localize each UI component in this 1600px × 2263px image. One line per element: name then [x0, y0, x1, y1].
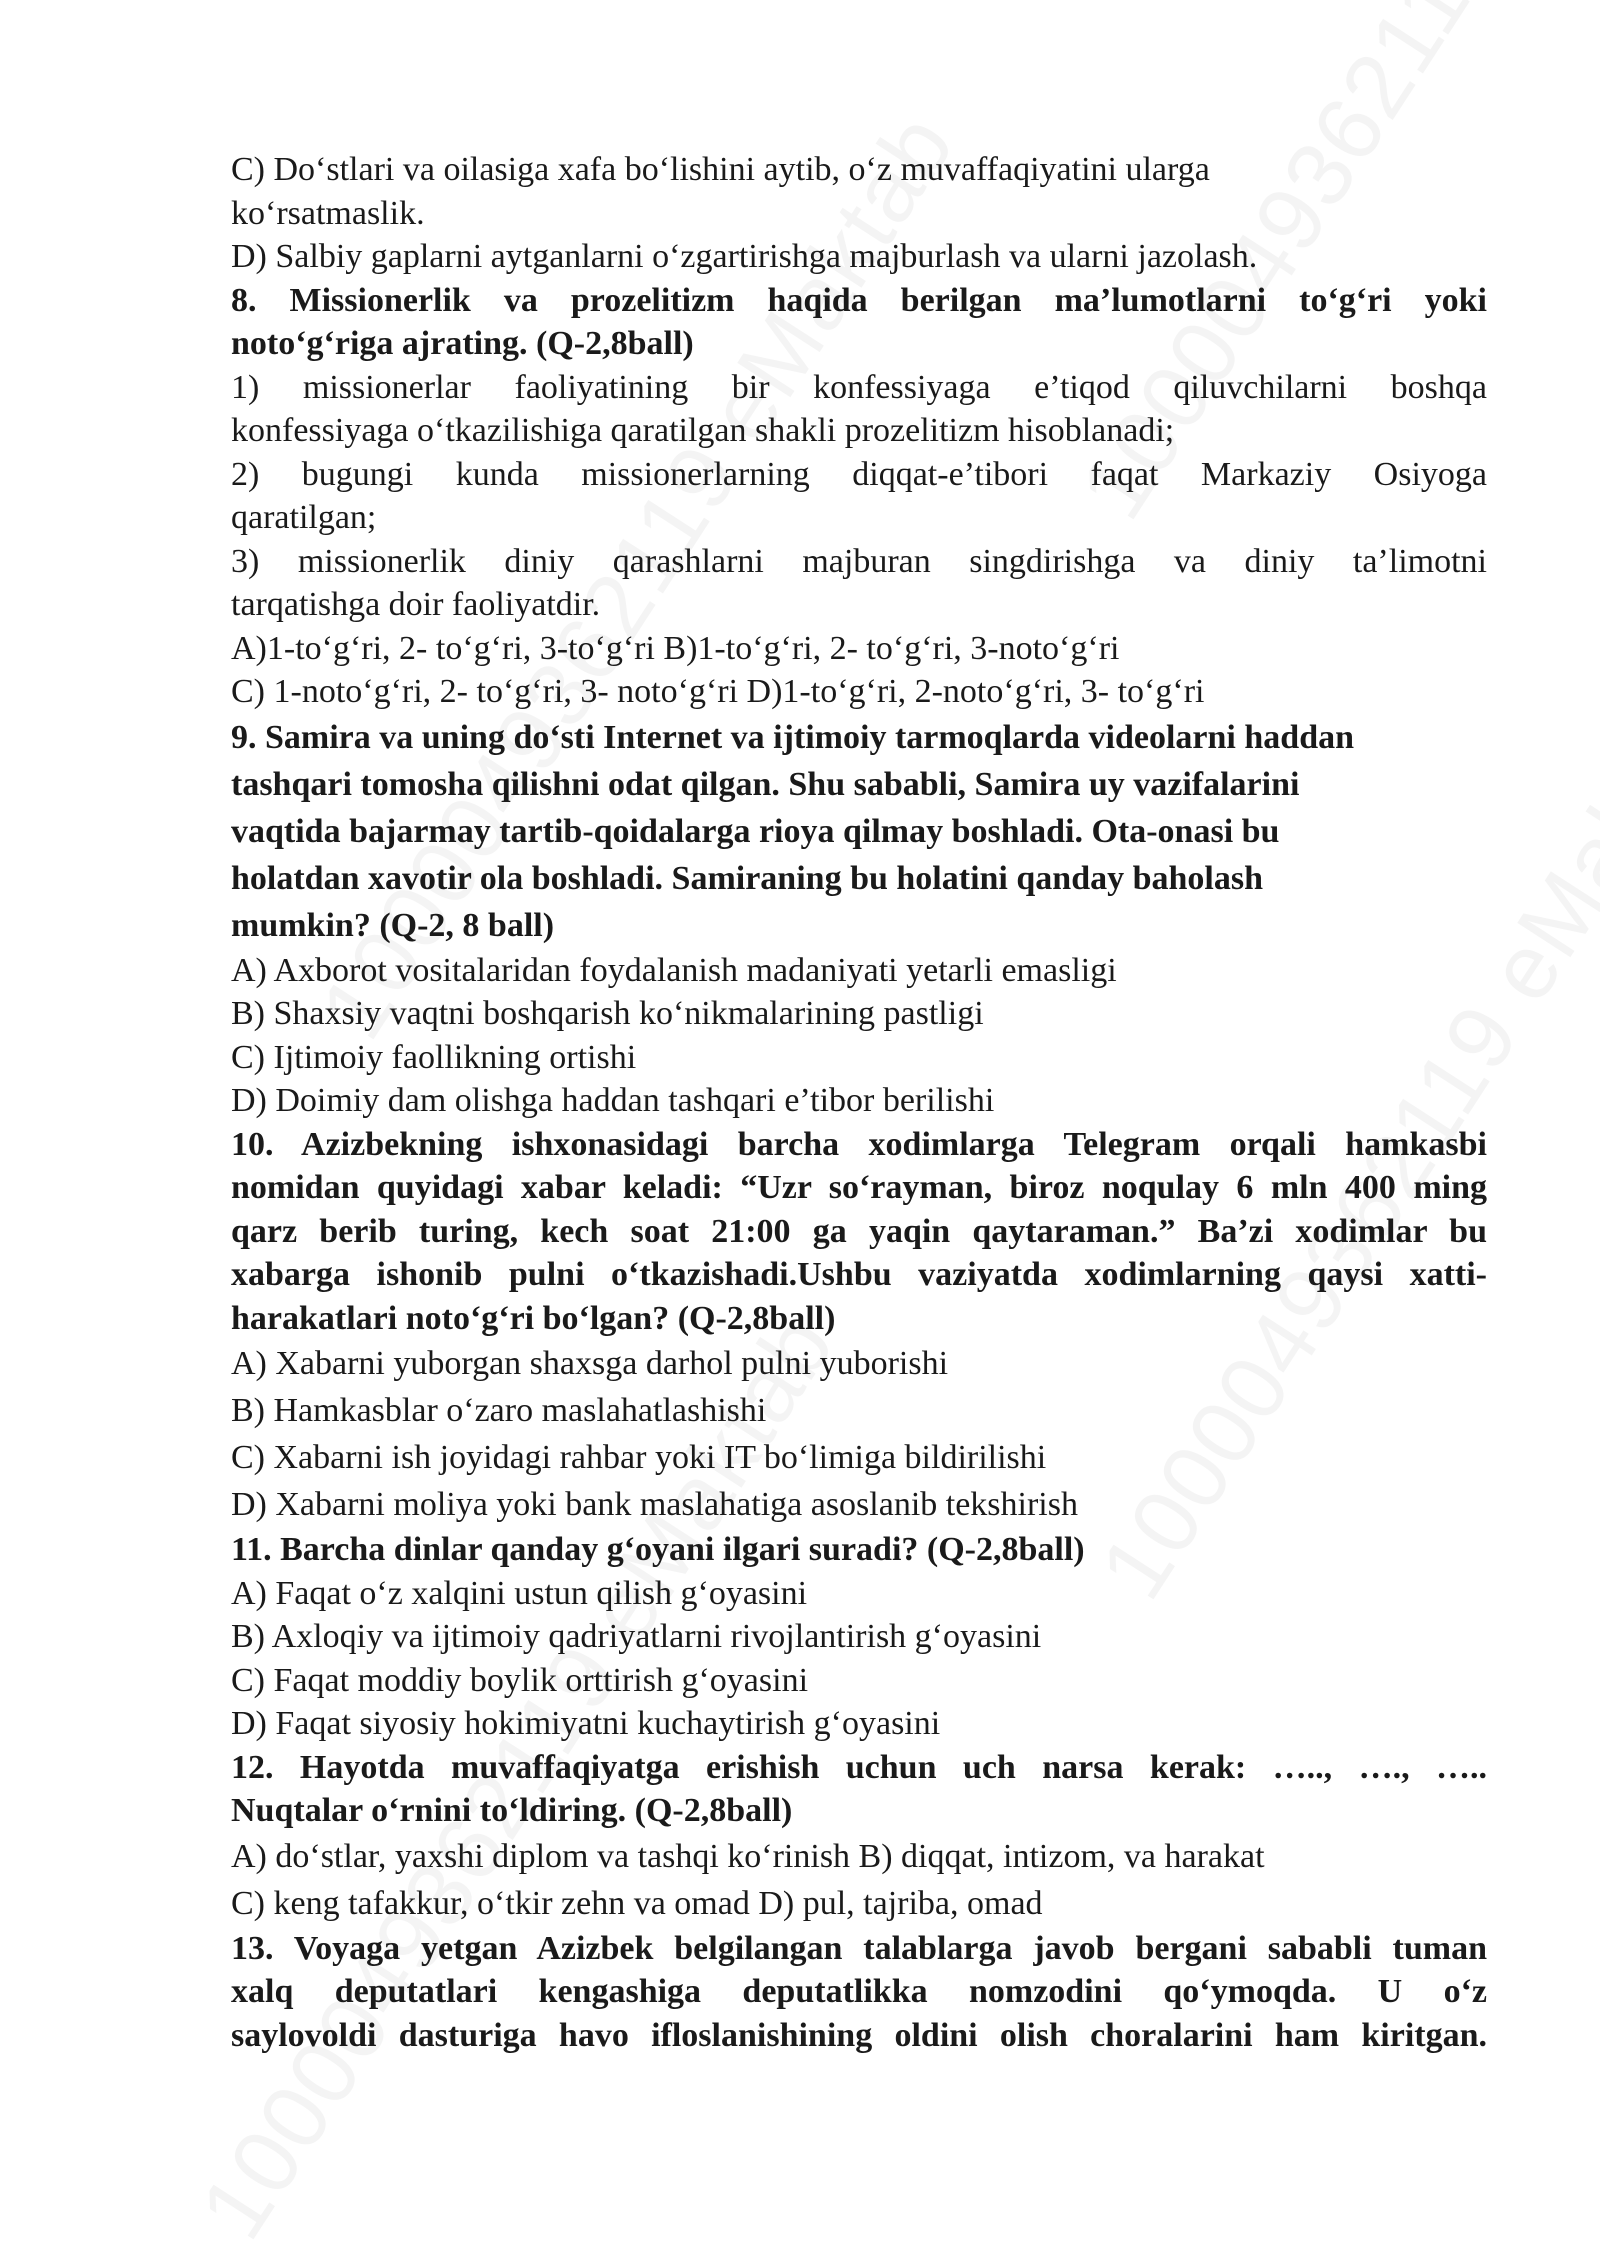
text-line: C) Do‘stlari va oilasiga xafa bo‘lishini aytib, o‘z muvaffaqiyatini ularga	[231, 151, 1210, 188]
question-text-line: xabarga ishonib pulni o‘tkazishadi.Ushbu vaziyatda xodimlarning qaysi xatti-	[231, 1256, 1487, 1293]
text-line: A) Axborot vositalaridan foydalanish madaniyati yetarli emasligi	[231, 951, 1117, 989]
text-line: A) Faqat o‘z xalqini ustun qilish g‘oyasini	[231, 1574, 808, 1612]
question-text-line: vaqtida bajarmay tartib-qoidalarga rioya qilmay boshladi. Ota-onasi bu	[231, 812, 1280, 850]
text-line: C) Faqat moddiy boylik orttirish g‘oyasini	[231, 1661, 809, 1699]
text-line: C) Ijtimoiy faollikning ortishi	[231, 1038, 637, 1076]
question-text-line: 11. Barcha dinlar qanday g‘oyani ilgari suradi? (Q-2,8ball)	[231, 1531, 1085, 1568]
text-line: konfessiyaga o‘tkazilishiga qaratilgan shakli prozelitizm hisoblanadi;	[231, 412, 1175, 449]
document-body	[231, 148, 1487, 2057]
question-text-line: 8. Missionerlik va prozelitizm haqida berilgan ma’lumotlarni to‘g‘ri yoki	[231, 281, 1487, 319]
text-line: C) Xabarni ish joyidagi rahbar yoki IT bo‘limiga bildirilishi	[231, 1439, 1047, 1476]
question-text-line: Nuqtalar o‘rnini to‘ldiring. (Q-2,8ball)	[231, 1792, 793, 1829]
text-line: B) Axloqiy va ijtimoiy qadriyatlarni rivojlantirish g‘oyasini	[231, 1618, 1042, 1655]
question-text-line: qarz berib turing, kech soat 21:00 ga yaqin qaytaraman.” Ba’zi xodimlar bu	[231, 1212, 1487, 1250]
text-line: 1) missionerlar faoliyatining bir konfessiyaga e’tiqod qiluvchilarni boshqa	[231, 368, 1487, 406]
question-text-line: saylovoldi dasturiga havo ifloslanishining oldini olish choralarini ham kiritgan.	[231, 2016, 1487, 2054]
question-text-line: holatdan xavotir ola boshladi. Samiraning bu holatini qanday baholash	[231, 859, 1264, 897]
text-line: D) Faqat siyosiy hokimiyatni kuchaytirish g‘oyasini	[231, 1705, 941, 1742]
question-text-line: 13. Voyaga yetgan Azizbek belgilangan talablarga javob bergani sababli tuman	[231, 1929, 1487, 1967]
text-line: tarqatishga doir faoliyatdir.	[231, 586, 601, 623]
question-text-line: xalq deputatlari kengashiga deputatlikka nomzodini qo‘ymoqda. U o‘z	[231, 1973, 1487, 2010]
text-line: A)1-to‘g‘ri, 2- to‘g‘ri, 3-to‘g‘ri B)1-to‘g‘ri, 2- to‘g‘ri, 3-noto‘g‘ri	[231, 629, 1120, 667]
text-line: qaratilgan;	[231, 499, 377, 536]
text-line: D) Doimiy dam olishga haddan tashqari e’tibor berilishi	[231, 1082, 995, 1119]
question-text-line: 10. Azizbekning ishxonasidagi barcha xodimlarga Telegram orqali hamkasbi	[231, 1125, 1487, 1163]
text-line: D) Xabarni moliya yoki bank maslahatiga asoslanib tekshirish	[231, 1486, 1078, 1523]
question-text-line: 9. Samira va uning do‘sti Internet va ijtimoiy tarmoqlarda videolarni haddan	[231, 718, 1355, 756]
question-text-line: noto‘g‘riga ajrating. (Q-2,8ball)	[231, 325, 694, 362]
question-text-line: tashqari tomosha qilishni odat qilgan. Shu sababli, Samira uy vazifalarini	[231, 765, 1300, 803]
question-text-line: harakatlari noto‘g‘ri bo‘lgan? (Q-2,8ball)	[231, 1299, 836, 1337]
text-line: B) Hamkasblar o‘zaro maslahatlashishi	[231, 1392, 767, 1429]
text-line: B) Shaxsiy vaqtni boshqarish ko‘nikmalarining pastligi	[231, 995, 984, 1032]
text-line: ko‘rsatmaslik.	[231, 194, 425, 232]
question-text-line: mumkin? (Q-2, 8 ball)	[231, 906, 555, 944]
question-text-line: nomidan quyidagi xabar keladi: “Uzr so‘rayman, biroz noqulay 6 mln 400 ming	[231, 1169, 1487, 1206]
text-line: C) 1-noto‘g‘ri, 2- to‘g‘ri, 3- noto‘g‘ri D)1-to‘g‘ri, 2-noto‘g‘ri, 3- to‘g‘ri	[231, 673, 1205, 710]
text-line: A) Xabarni yuborgan shaxsga darhol pulni yuborishi	[231, 1345, 949, 1382]
text-line: C) keng tafakkur, o‘tkir zehn va omad D) pul, tajriba, omad	[231, 1884, 1043, 1922]
text-line: A) do‘stlar, yaxshi diplom va tashqi ko‘rinish B) diqqat, intizom, va harakat	[231, 1837, 1265, 1875]
text-line: 2) bugungi kunda missionerlarning diqqat-e’tibori faqat Markaziy Osiyoga	[231, 455, 1487, 493]
text-line: 3) missionerlik diniy qarashlarni majburan singdirishga va diniy ta’limotni	[231, 542, 1487, 580]
text-line: D) Salbiy gaplarni aytganlarni o‘zgartirishga majburlash va ularni jazolash.	[231, 238, 1258, 275]
question-text-line: 12. Hayotda muvaffaqiyatga erishish uchun uch narsa kerak: ….., …., …..	[231, 1748, 1487, 1786]
